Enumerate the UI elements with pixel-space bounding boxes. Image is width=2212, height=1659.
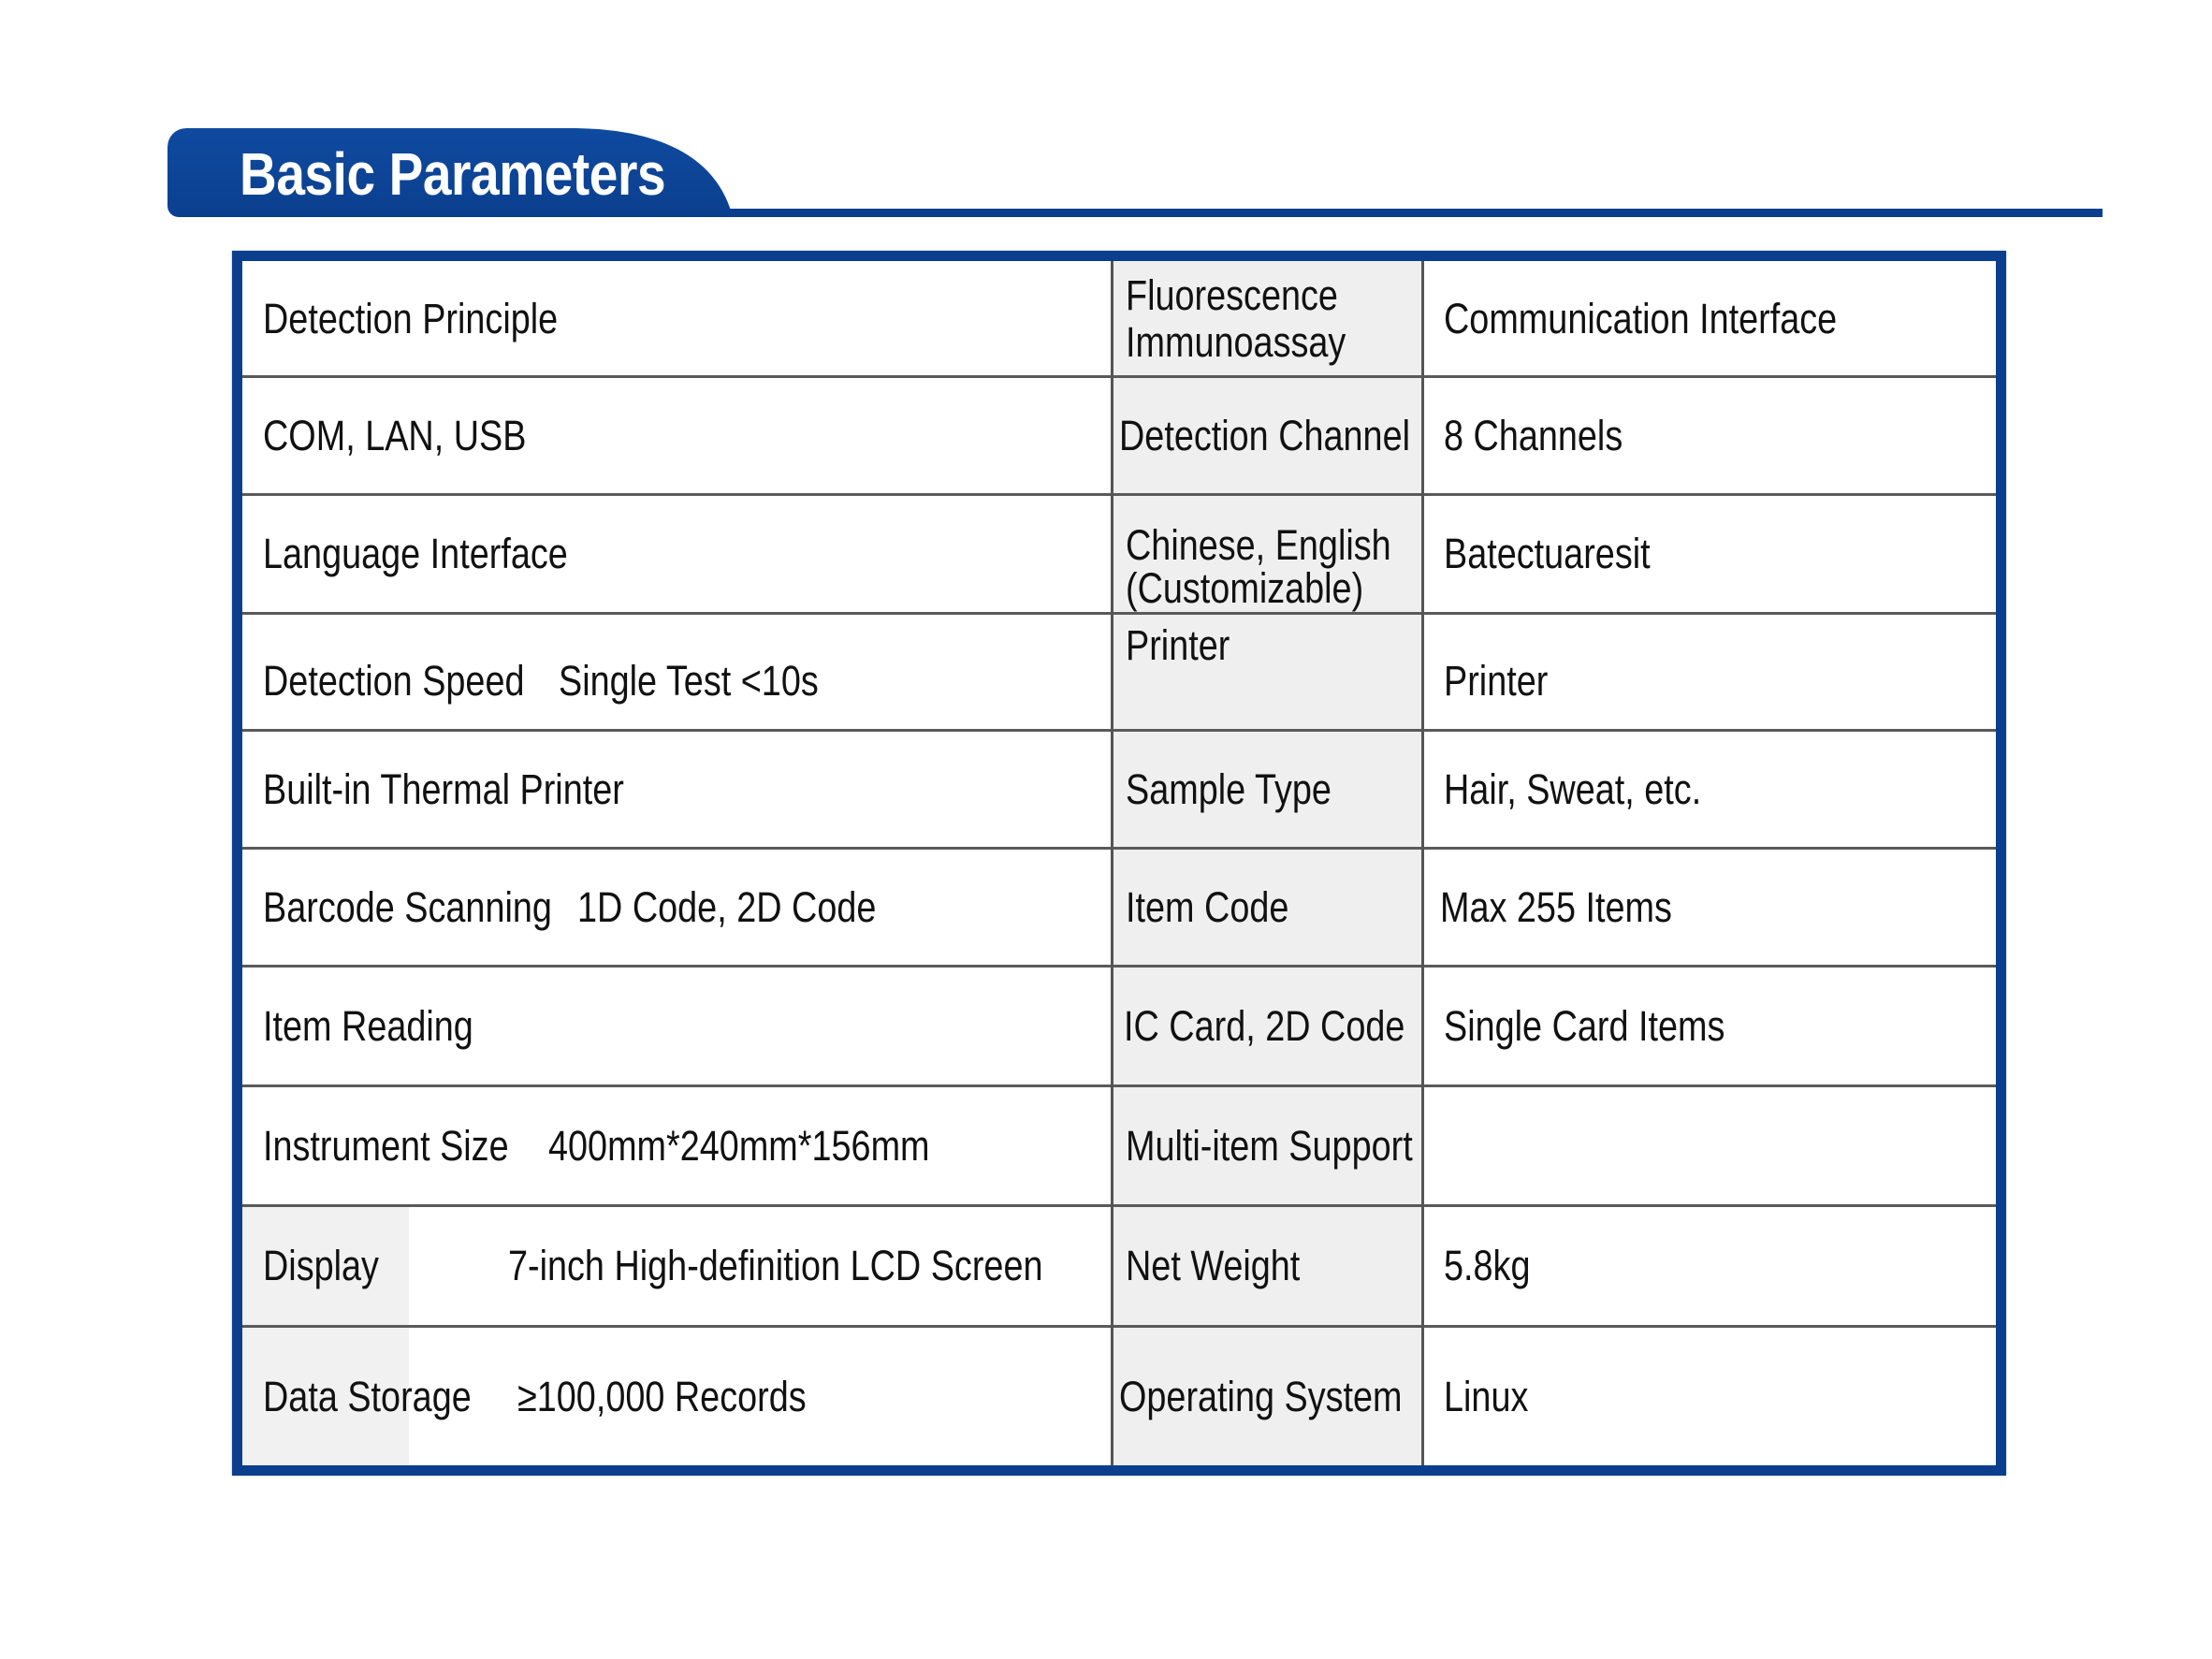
cell-text: 8 Channels: [1444, 412, 1623, 459]
table-row: [242, 1087, 1996, 1205]
table-row: [242, 1328, 1996, 1465]
cell-text: Instrument Size: [263, 1122, 509, 1170]
cell-subvalue: 400mm*240mm*156mm: [548, 1122, 930, 1170]
cell-label: [263, 850, 1110, 966]
table-row: [242, 261, 1996, 376]
cell-text: Net Weight: [1126, 1242, 1301, 1289]
cell-text: Operating System: [1119, 1372, 1403, 1420]
cell-value: [1112, 968, 1422, 1085]
cell-text: Language Interface: [263, 530, 568, 577]
cell-text: Display: [263, 1242, 379, 1289]
cell-text: Communication Interface: [1444, 294, 1838, 342]
cell-extra: [1423, 1207, 1996, 1325]
cell-text-line-1: Chinese, English: [1126, 521, 1391, 569]
column-divider: [1421, 261, 1424, 1465]
cell-extra: [1423, 850, 1996, 966]
cell-value: [1112, 261, 1422, 376]
cell-text: Data Storage: [263, 1372, 472, 1420]
cell-extra: [1423, 615, 1996, 730]
table-row: [242, 732, 1996, 848]
cell-text: Printer: [1126, 621, 1230, 669]
cell-text: Barcode Scanning: [263, 883, 552, 931]
cell-label: [263, 1328, 1110, 1465]
cell-text: Hair, Sweat, etc.: [1444, 765, 1702, 813]
table-row: [242, 496, 1996, 612]
cell-text: Max 255 Items: [1440, 883, 1672, 931]
cell-text: Item Reading: [263, 1002, 473, 1050]
table-row: [242, 850, 1996, 966]
page-title: Basic Parameters: [240, 140, 666, 208]
cell-extra: [1423, 1087, 1996, 1205]
cell-label: [263, 732, 1110, 848]
cell-label: [263, 378, 1110, 494]
cell-extra: [1423, 496, 1996, 612]
cell-label: [263, 1087, 1110, 1205]
cell-text: COM, LAN, USB: [263, 412, 527, 459]
cell-extra: [1423, 1328, 1996, 1465]
cell-extra: [1423, 968, 1996, 1085]
cell-text: 5.8kg: [1444, 1242, 1531, 1289]
cell-label: [263, 1207, 1110, 1325]
cell-label: [263, 968, 1110, 1085]
cell-value: [1112, 732, 1422, 848]
cell-text: Batectuaresit: [1444, 530, 1651, 577]
column-divider: [1111, 261, 1113, 1465]
cell-text: Built-in Thermal Printer: [263, 765, 624, 813]
cell-subvalue: ≥100,000 Records: [517, 1372, 807, 1420]
cell-text: Multi-item Support: [1126, 1122, 1413, 1170]
cell-text-line-2: (Customizable): [1126, 564, 1364, 612]
header-underline: [655, 209, 2103, 217]
table-row: [242, 378, 1996, 494]
cell-text: Item Code: [1126, 883, 1289, 931]
cell-text: Linux: [1444, 1372, 1529, 1420]
cell-subvalue: Single Test <10s: [559, 656, 819, 705]
cell-text: Sample Type: [1126, 765, 1332, 813]
cell-text: Detection Speed: [263, 656, 525, 705]
cell-extra: [1423, 261, 1996, 376]
cell-extra: [1423, 378, 1996, 494]
cell-value: [1112, 496, 1422, 612]
parameters-table: [232, 251, 2006, 1476]
cell-label: [263, 496, 1110, 612]
cell-text-line-1: Fluorescence: [1126, 270, 1338, 319]
cell-label: [263, 615, 1110, 730]
cell-value: [1112, 615, 1422, 730]
cell-text: IC Card, 2D Code: [1124, 1002, 1405, 1050]
table-row: [242, 1207, 1996, 1325]
cell-text: Single Card Items: [1444, 1002, 1725, 1050]
table-row: [242, 968, 1996, 1085]
cell-text: Printer: [1444, 656, 1549, 705]
cell-value: [1112, 850, 1422, 966]
cell-text: Detection Principle: [263, 294, 559, 342]
cell-label: [263, 261, 1110, 376]
cell-value: [1112, 1087, 1422, 1205]
cell-subvalue: 7-inch High-definition LCD Screen: [508, 1242, 1043, 1289]
cell-subvalue: 1D Code, 2D Code: [577, 883, 877, 931]
cell-text-line-2: Immunoassay: [1126, 317, 1346, 366]
cell-value: [1112, 1328, 1422, 1465]
table-row: [242, 615, 1996, 730]
cell-value: [1112, 1207, 1422, 1325]
cell-text: Detection Channel: [1119, 412, 1411, 459]
cell-extra: [1423, 732, 1996, 848]
cell-value: [1112, 378, 1422, 494]
